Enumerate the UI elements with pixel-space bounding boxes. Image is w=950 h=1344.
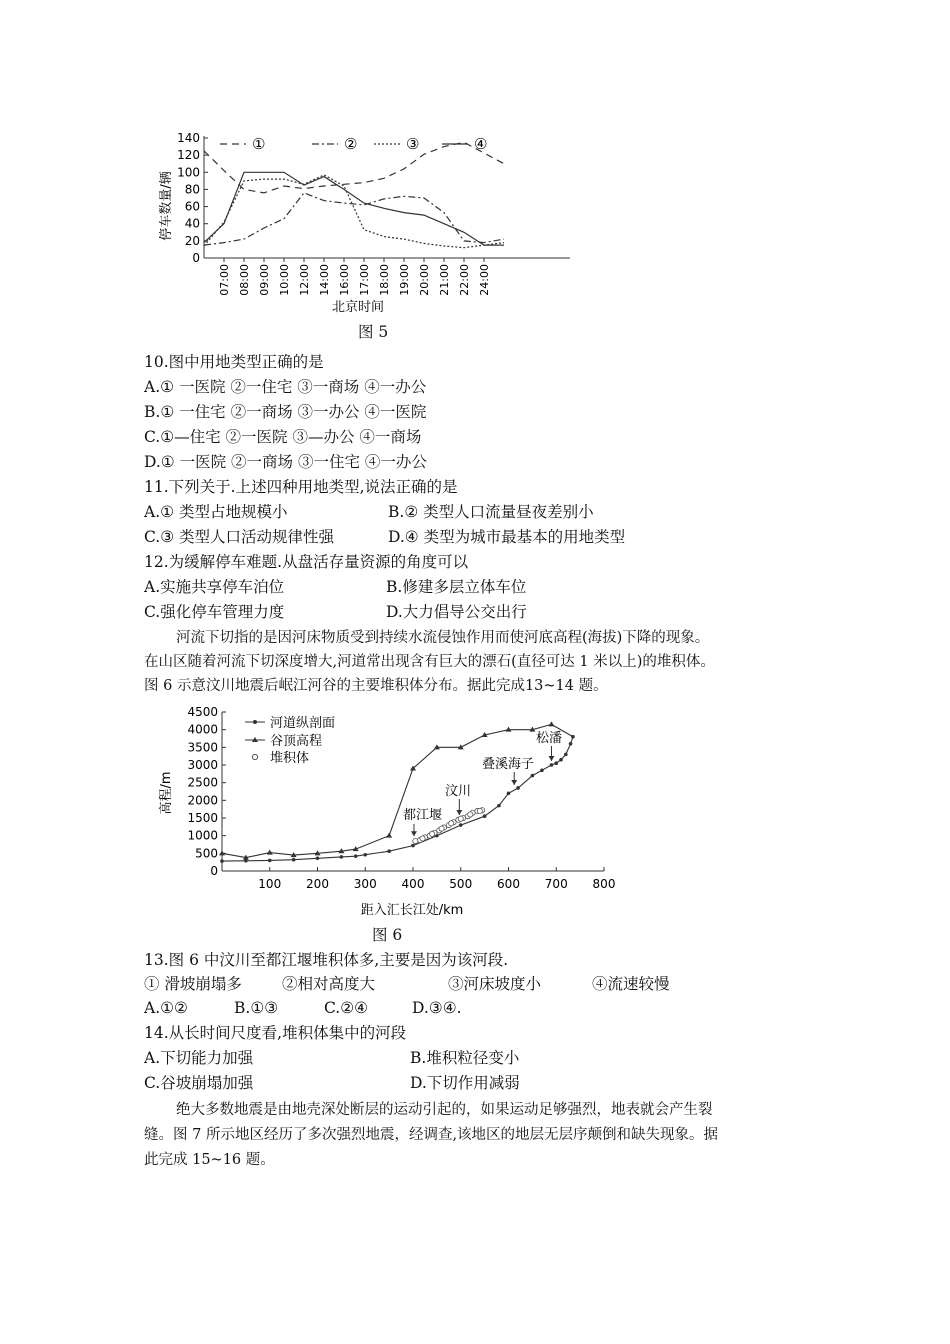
figure6-deposit-point <box>430 831 435 836</box>
figure5-legend-label-1: ① <box>252 135 266 153</box>
figure6-river-point <box>363 853 367 857</box>
figure6-caption: 图 6 <box>372 926 403 944</box>
figure5-xtick-label: 20:00 <box>418 264 431 296</box>
figure6-river-point <box>459 823 463 827</box>
figure5-ylabel: 停车数量/辆 <box>159 171 174 241</box>
q14-option-b[interactable]: B.堆积粒径变小 <box>410 1049 520 1067</box>
figure6-annotation-arrowhead-2 <box>456 810 462 815</box>
figure6-deposit-point <box>413 838 418 843</box>
figure6-river-point <box>564 753 568 757</box>
figure6-xtick-label: 700 <box>544 877 568 891</box>
q12-option-d[interactable]: D.大力倡导公交出行 <box>386 603 527 621</box>
figure5-xtick-label: 09:00 <box>258 264 271 296</box>
figure5-xtick-label: 22:00 <box>458 264 471 296</box>
figure6-xtick-label: 400 <box>401 877 425 891</box>
q12-option-c[interactable]: C.强化停车管理力度 <box>144 603 285 621</box>
figure6-river-point <box>354 854 358 858</box>
figure6-annotation-arrowhead-4 <box>548 756 554 761</box>
figure6-annotation-label-3: 叠溪海子 <box>482 757 535 772</box>
figure6-legend-marker-river <box>253 720 257 724</box>
figure6-xtick-label: 100 <box>258 877 282 891</box>
q13-option-c[interactable]: C.②④ <box>324 999 369 1017</box>
figure6-river-point <box>340 855 344 859</box>
q13-item-3: ③河床坡度小 <box>448 975 542 993</box>
figure6-ytick-label: 4500 <box>187 705 218 719</box>
figure6-annotation-arrowhead-1 <box>411 831 417 836</box>
figure5-xtick-label: 10:00 <box>278 264 291 296</box>
figure6-ytick-label: 1000 <box>187 828 218 843</box>
passage2-line-3: 此完成 15~16 题。 <box>144 1152 275 1168</box>
q13-item-1: ① 滑坡崩塌多 <box>144 975 242 993</box>
passage1-line-3: 图 6 示意汶川地震后岷江河谷的主要堆积体分布。据此完成13~14 题。 <box>144 678 608 694</box>
figure5-ytick-label: 0 <box>192 251 200 265</box>
figure6-ytick-label: 1500 <box>187 811 218 825</box>
figure5-xtick-label: 21:00 <box>438 264 451 296</box>
q13-stem: 13.图 6 中汶川至都江堰堆积体多,主要是因为该河段. <box>144 951 509 969</box>
figure6-annotation-label-1: 都江堰 <box>403 808 443 823</box>
figure6-river-point <box>507 791 511 795</box>
figure5-ytick-label: 120 <box>177 148 200 163</box>
figure6-deposit-point <box>477 808 482 813</box>
figure5-xtick-label: 08:00 <box>238 264 251 296</box>
q14-option-a[interactable]: A.下切能力加强 <box>144 1049 254 1067</box>
figure6-ytick-label: 4000 <box>187 722 218 737</box>
q11-option-a[interactable]: A.① 类型占地规模小 <box>144 503 288 521</box>
figure6-ytick-label: 3500 <box>187 740 218 755</box>
figure6-xlabel: 距入汇长江处/km <box>360 903 464 918</box>
q13-option-b[interactable]: B.①③ <box>234 999 279 1017</box>
figure5-ytick-label: 40 <box>184 216 200 231</box>
figure6-river-point <box>497 804 501 808</box>
figure5-ytick-label: 60 <box>184 199 200 214</box>
figure6-river-point <box>220 859 224 863</box>
figure6-xtick-label: 300 <box>353 877 377 891</box>
q10-option-c[interactable]: C.①—住宅 ②一医院 ③—办公 ④一商场 <box>144 428 422 446</box>
figure6-chart <box>150 700 630 922</box>
figure5-xlabel: 北京时间 <box>331 300 385 315</box>
figure5-xtick-label: 14:00 <box>318 264 331 296</box>
q11-stem: 11.下列关于.上述四种用地类型,说法正确的是 <box>144 478 458 496</box>
figure6-river-point <box>268 859 272 863</box>
q10-option-a[interactable]: A.① 一医院 ②一住宅 ③一商场 ④一办公 <box>144 378 427 396</box>
q11-option-c[interactable]: C.③ 类型人口活动规律性强 <box>144 528 335 546</box>
figure6-deposit-point <box>458 816 463 821</box>
figure5-xtick-label: 12:00 <box>298 264 311 296</box>
figure6-ylabel: 高程/m <box>159 771 174 815</box>
passage2-line-1: 绝大多数地震是由地壳深处断层的运动引起的，如果运动足够强烈，地表就会产生裂 <box>176 1102 713 1118</box>
q14-stem: 14.从长时间尺度看,堆积体集中的河段 <box>144 1024 407 1042</box>
figure6-river-point <box>483 814 487 818</box>
figure6-ytick-label: 0 <box>210 864 218 878</box>
q12-stem: 12.为缓解停车难题.从盘活存量资源的角度可以 <box>144 553 469 571</box>
figure6-xtick-label: 600 <box>497 877 520 891</box>
figure6-legend-marker-deposit <box>252 754 257 759</box>
figure6-river-point <box>292 858 296 862</box>
passage2-line-2: 缝。图 7 所示地区经历了多次强烈地震，经调查,该地区的地层无层序颠倒和缺失现象。据 <box>144 1127 719 1143</box>
figure6-legend-label-3: 堆积体 <box>270 751 310 766</box>
figure5-xtick-label: 07:00 <box>218 264 231 296</box>
q10-option-b[interactable]: B.① 一住宅 ②一商场 ③一办公 ④一医院 <box>144 403 427 421</box>
figure6-deposit-point <box>439 826 444 831</box>
figure5-legend <box>220 135 487 153</box>
q14-option-c[interactable]: C.谷坡崩塌加强 <box>144 1074 254 1092</box>
figure5-xtick-label: 19:00 <box>398 264 411 296</box>
figure6-annotation-label-4: 松潘 <box>536 731 563 746</box>
q13-option-d[interactable]: D.③④. <box>412 999 462 1017</box>
figure5-axes <box>177 131 570 296</box>
figure5-caption: 图 5 <box>358 323 389 341</box>
figure6-river-point <box>540 769 544 773</box>
figure5-legend-label-4: ④ <box>474 135 488 153</box>
figure6-river-point <box>550 763 554 767</box>
figure6-legend-label-2: 谷顶高程 <box>270 734 323 749</box>
figure6-deposit-point <box>468 812 473 817</box>
q12-option-a[interactable]: A.实施共享停车泊位 <box>144 578 285 596</box>
figure5-ytick-label: 20 <box>184 233 200 248</box>
figure5-chart <box>150 128 590 318</box>
figure6-legend-label-1: 河道纵剖面 <box>270 716 336 731</box>
q11-option-d[interactable]: D.④ 类型为城市最基本的用地类型 <box>388 528 626 546</box>
figure5-xtick-label: 16:00 <box>338 264 351 296</box>
figure6-xtick-label: 200 <box>306 877 329 891</box>
figure6-xtick-label: 500 <box>449 877 473 891</box>
figure6-legend <box>245 715 335 766</box>
figure5-xtick-label: 24:00 <box>478 264 491 296</box>
q10-stem: 10.图中用地类型正确的是 <box>144 353 324 371</box>
figure5-series-line-2 <box>204 193 504 245</box>
figure5-ytick-label: 140 <box>177 131 200 145</box>
figure5-xtick-label: 18:00 <box>378 264 391 296</box>
q10-option-d[interactable]: D.① 一医院 ②一商场 ③一住宅 ④一办公 <box>144 453 427 471</box>
q13-item-2: ②相对高度大 <box>282 975 376 993</box>
figure5-series <box>204 142 504 247</box>
q14-option-d[interactable]: D.下切作用减弱 <box>410 1074 520 1092</box>
figure6-xtick-label: 800 <box>592 877 616 891</box>
passage1-line-1: 河流下切指的是因河床物质受到持续水流侵蚀作用而使河底高程(海拔)下降的现象。 <box>176 630 710 646</box>
figure6-ytick-label: 500 <box>195 846 218 861</box>
q13-option-a[interactable]: A.①② <box>144 999 188 1017</box>
q12-option-b[interactable]: B.修建多层立体车位 <box>386 578 527 596</box>
figure6-river-point <box>516 786 520 790</box>
figure6-river-point <box>554 761 558 765</box>
figure5-ytick-label: 80 <box>184 182 200 197</box>
figure6-river-point <box>559 758 563 762</box>
figure6-valley-point <box>219 850 225 855</box>
passage1-line-2: 在山区随着河流下切深度增大,河道常出现含有巨大的漂石(直径可达 1 米以上)的堆积体。 <box>144 654 715 670</box>
figure5-legend-label-2: ② <box>344 135 358 153</box>
figure6-deposit-point <box>449 821 454 826</box>
figure6-annotation-label-2: 汶川 <box>445 784 472 799</box>
figure5-ytick-label: 100 <box>177 165 200 180</box>
figure6-annotations <box>403 730 562 836</box>
figure6-ytick-label: 3000 <box>187 758 218 772</box>
figure6-valley-point <box>386 833 392 838</box>
figure6-river-point <box>569 742 573 746</box>
figure6-deposit-point <box>420 836 425 841</box>
figure6-river-point <box>316 856 320 860</box>
figure6-ytick-label: 2000 <box>187 793 218 808</box>
figure5-xtick-label: 17:00 <box>358 264 371 296</box>
figure6-river-point <box>387 849 391 853</box>
figure6-river-point <box>531 774 535 778</box>
figure6-ytick-label: 2500 <box>187 775 218 790</box>
figure6-valley-point <box>267 850 273 855</box>
figure5-legend-label-3: ③ <box>406 135 420 153</box>
q11-option-b[interactable]: B.② 类型人口流量昼夜差别小 <box>388 503 594 521</box>
q13-item-4: ④流速较慢 <box>592 975 670 993</box>
figure6-river-point <box>411 844 415 848</box>
figure6-annotation-arrowhead-3 <box>511 780 517 785</box>
